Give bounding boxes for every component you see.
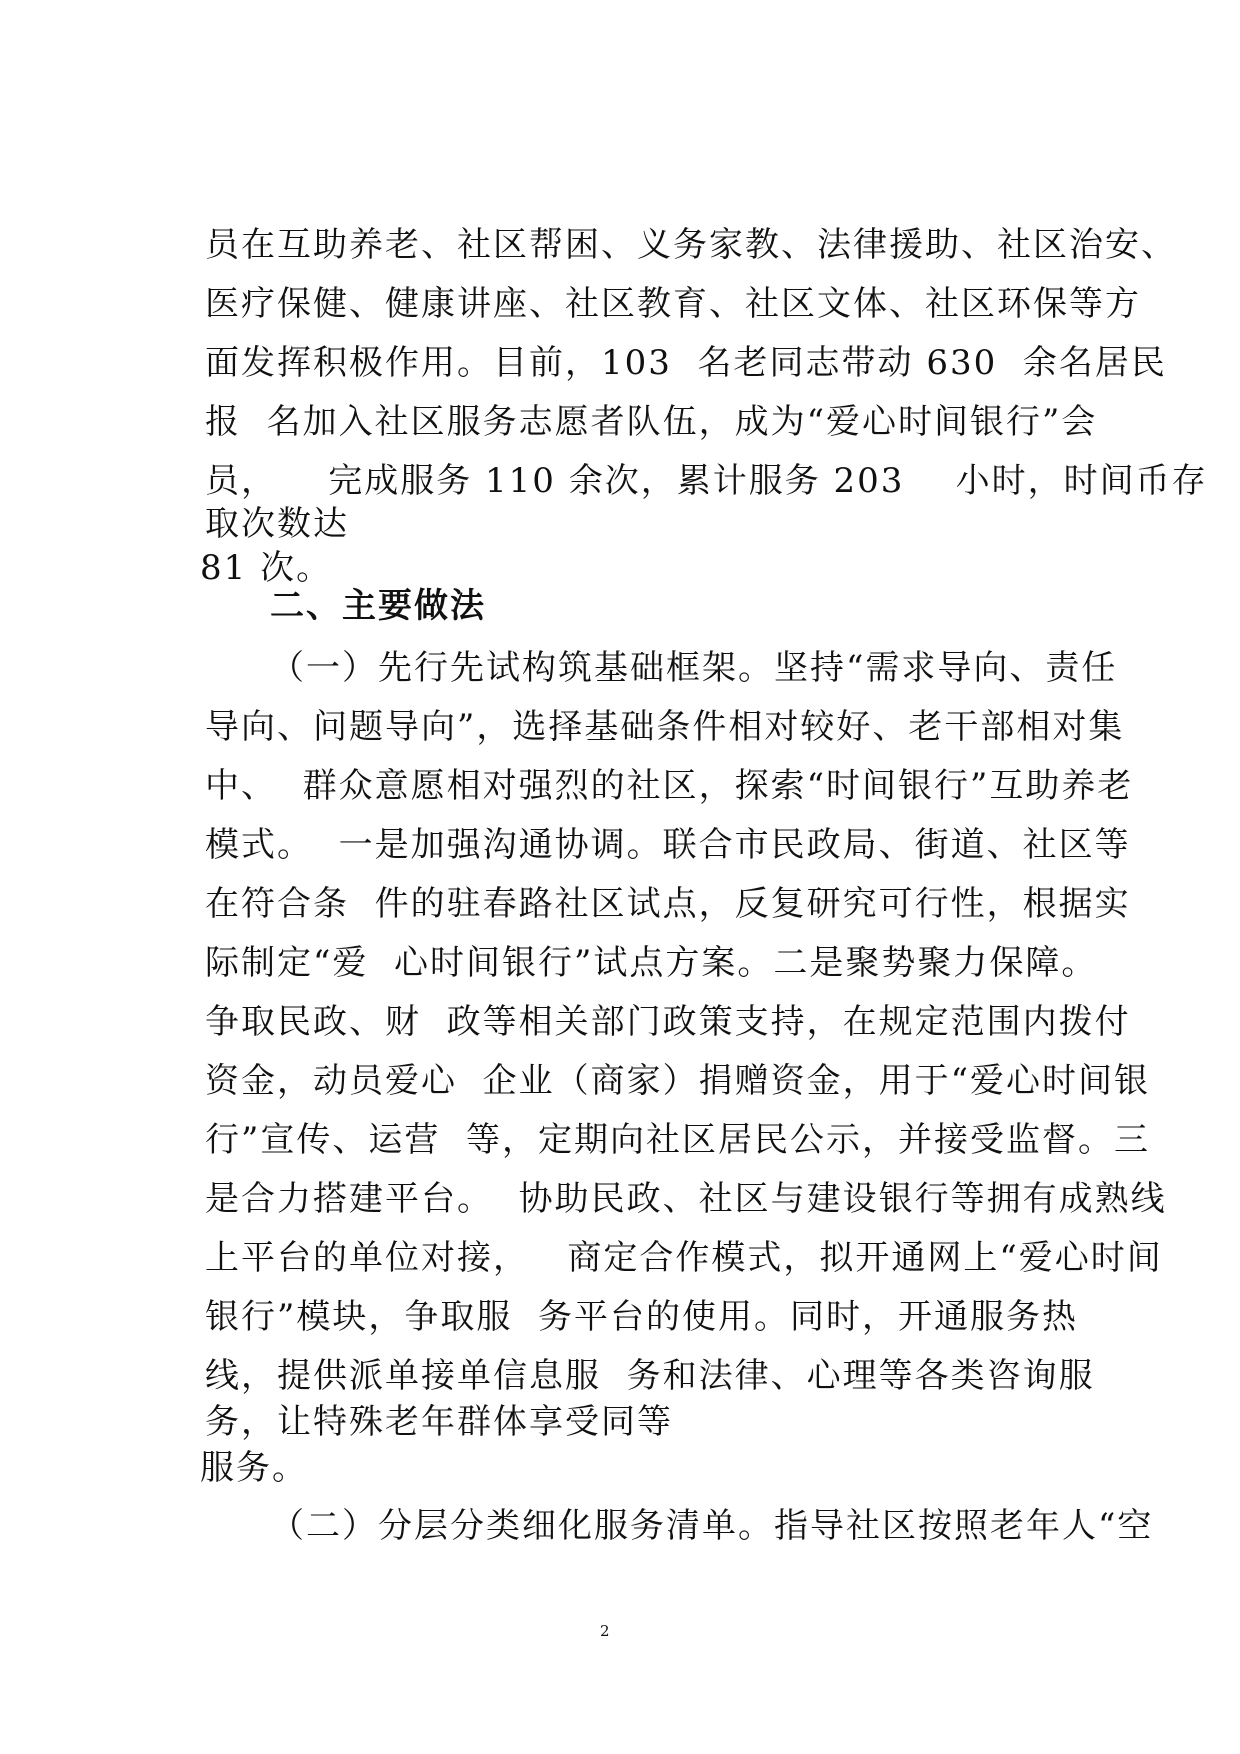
text-line: 81 次。 — [200, 548, 333, 588]
section-heading: 二、主要做法 — [270, 586, 486, 626]
page-number: 2 — [600, 1622, 610, 1640]
text-line: （一）先行先试构筑基础框架。坚持“需求导向、责任 — [270, 648, 1118, 688]
text-line: 资金，动员爱心 企业（商家）捐赠资金，用于“爱心时间银 — [205, 1061, 1150, 1101]
text-line: 中、 群众意愿相对强烈的社区，探索“时间银行”互助养老 — [205, 766, 1134, 806]
text-line: 争取民政、财 政等相关部门政策支持，在规定范围内拨付 — [205, 1002, 1131, 1042]
text-line: 上平台的单位对接， 商定合作模式，拟开通网上“爱心时间 — [205, 1238, 1163, 1278]
text-line: 导向、问题导向”，选择基础条件相对较好、老干部相对集 — [205, 707, 1125, 747]
text-line: 面发挥积极作用。目前，103 名老同志带动 630 余名居民 — [205, 343, 1167, 383]
text-line: 在符合条 件的驻春路社区试点，反复研究可行性，根据实 — [205, 884, 1131, 924]
text-line: 服务。 — [200, 1448, 308, 1488]
text-line: 是合力搭建平台。 协助民政、社区与建设银行等拥有成熟线 — [205, 1179, 1167, 1219]
text-line: 模式。 一是加强沟通协调。联合市民政局、街道、社区等 — [205, 825, 1131, 865]
text-line: 务，让特殊老年群体享受同等 — [205, 1402, 673, 1442]
text-line: 际制定“爱 心时间银行”试点方案。二是聚势聚力保障。 — [205, 943, 1098, 983]
text-line: 报 名加入社区服务志愿者队伍，成为“爱心时间银行”会 — [205, 402, 1098, 442]
text-line: 医疗保健、健康讲座、社区教育、社区文体、社区环保等方 — [205, 284, 1141, 324]
text-line: 线，提供派单接单信息服 务和法律、心理等各类咨询服 — [205, 1356, 1095, 1396]
text-line: 员在互助养老、社区帮困、义务家教、法律援助、社区治安、 — [205, 225, 1177, 265]
text-line: 银行”模块，争取服 务平台的使用。同时，开通服务热 — [205, 1297, 1078, 1337]
text-line: 取次数达 — [205, 504, 349, 544]
text-line: 员， 完成服务 110 余次，累计服务 203 小时，时间币存 — [205, 461, 1208, 501]
text-line: 行”宣传、运营 等，定期向社区居民公示，并接受监督。三 — [205, 1120, 1150, 1160]
text-line: （二）分层分类细化服务清单。指导社区按照老年人“空 — [270, 1506, 1154, 1546]
